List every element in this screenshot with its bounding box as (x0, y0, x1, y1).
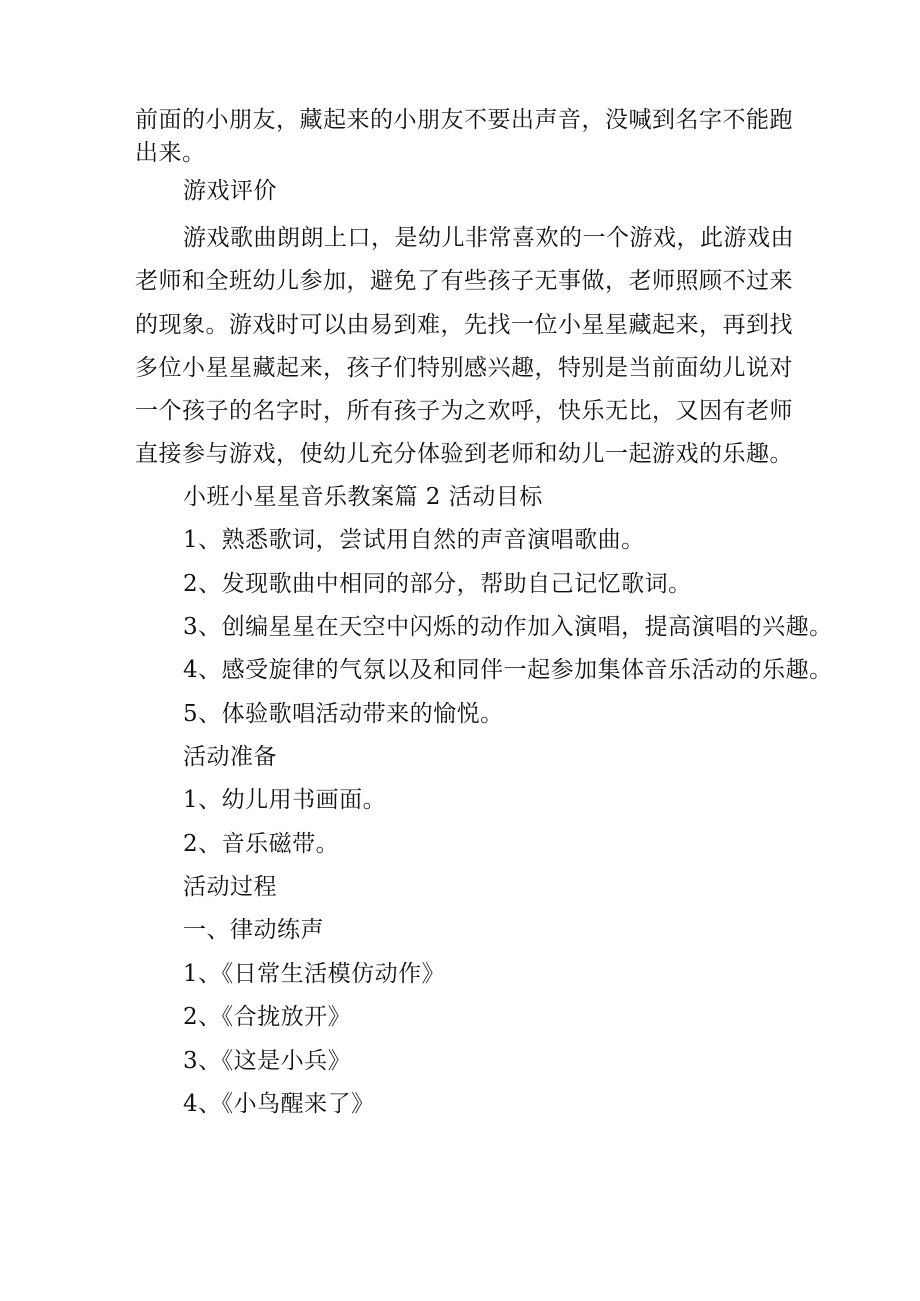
section-heading: 活动过程 (183, 874, 277, 900)
list-item: 2、《合拢放开》 (183, 1004, 352, 1030)
paragraph-line: 的现象。游戏时可以由易到难，先找一位小星星藏起来，再到找 (135, 312, 793, 338)
list-item: 1、幼儿用书画面。 (183, 787, 387, 813)
list-item: 2、音乐磁带。 (183, 831, 340, 857)
paragraph-line: 一个孩子的名字时，所有孩子为之欢呼，快乐无比，又因有老师 (135, 398, 793, 424)
list-item: 2、发现歌曲中相同的部分，帮助自己记忆歌词。 (183, 571, 692, 597)
paragraph-line: 前面的小朋友，藏起来的小朋友不要出声音，没喊到名字不能跑 (135, 107, 793, 133)
paragraph-line: 出来。 (135, 140, 206, 166)
list-item: 4、感受旋律的气氛以及和同伴一起参加集体音乐活动的乐趣。 (183, 657, 833, 683)
section-heading: 小班小星星音乐教案篇 2 活动目标 (183, 484, 543, 510)
paragraph-line: 游戏歌曲朗朗上口，是幼儿非常喜欢的一个游戏，此游戏由 (183, 225, 794, 251)
list-item: 3、《这是小兵》 (183, 1048, 352, 1074)
paragraph-line: 老师和全班幼儿参加，避免了有些孩子无事做，老师照顾不过来 (135, 268, 793, 294)
paragraph-line: 多位小星星藏起来，孩子们特别感兴趣，特别是当前面幼儿说对 (135, 355, 793, 381)
list-item: 5、体验歌唱活动带来的愉悦。 (183, 701, 504, 727)
list-item: 1、熟悉歌词，尝试用自然的声音演唱歌曲。 (183, 527, 645, 553)
list-item: 3、创编星星在天空中闪烁的动作加入演唱，提高演唱的兴趣。 (183, 614, 833, 640)
list-item: 1、《日常生活模仿动作》 (183, 961, 446, 987)
paragraph-line: 直接参与游戏，使幼儿充分体验到老师和幼儿一起游戏的乐趣。 (135, 441, 793, 467)
list-item: 4、《小鸟醒来了》 (183, 1091, 375, 1117)
section-heading: 一、律动练声 (183, 917, 324, 943)
section-heading: 游戏评价 (183, 178, 277, 204)
section-heading: 活动准备 (183, 744, 277, 770)
